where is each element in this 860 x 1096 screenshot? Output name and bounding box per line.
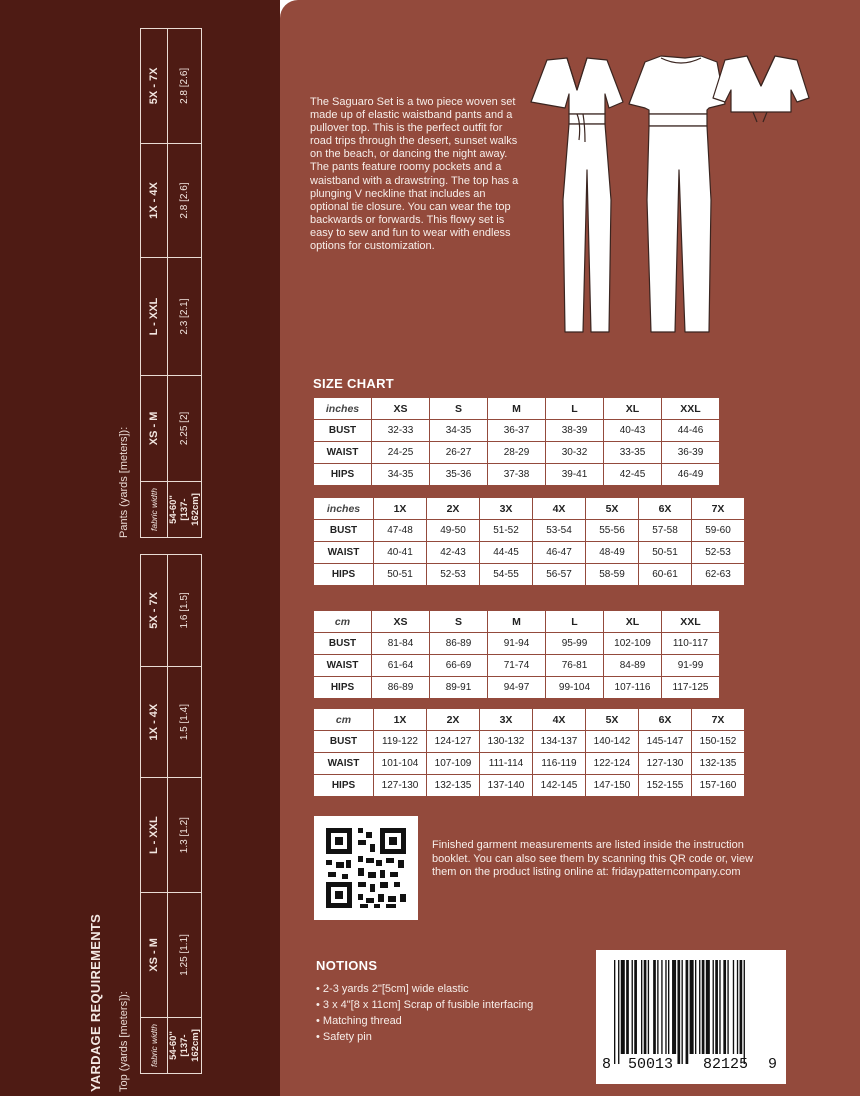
yardage-value-cell: 1.25 [1.1]: [168, 892, 202, 1017]
measurement-cell: 91-94: [488, 633, 546, 655]
measurement-cell: 142-145: [533, 775, 586, 797]
yardage-value-cell: 1.3 [1.2]: [168, 778, 202, 892]
measurement-cell: 34-35: [430, 420, 488, 442]
pattern-description: The Saguaro Set is a two piece woven set made up of elastic waistband pants and a pullover top. This is the perfect outfit for road trips through the desert, sunset walks on the beach, or dancing the night away. The pants feature roomy pockets and a waistband with a drawstring. The top has a plunging V neckline that includes an optional tie closure. You can wear the top backwards or forwards. This flowy set is easy to sew and fun to wear with endless options for customization.: [310, 96, 519, 253]
measurement-cell: 59-60: [692, 520, 745, 542]
top-yardage-header-row: [141, 555, 168, 1074]
measurement-label: WAIST: [314, 753, 374, 775]
barcode-bar: [682, 960, 683, 1064]
barcode-bar: [740, 960, 743, 1054]
measurement-row: [314, 520, 745, 542]
notion-item: • Matching thread: [316, 1013, 533, 1029]
size-chart-title: SIZE CHART: [313, 376, 394, 391]
top-yardage-table: [140, 554, 202, 1074]
measurement-row: [314, 564, 745, 586]
size-header-cell: 3X: [480, 498, 533, 520]
measurement-label: WAIST: [314, 542, 374, 564]
measurement-label: HIPS: [314, 464, 372, 486]
barcode-bar: [634, 960, 637, 1054]
measurement-cell: 107-116: [604, 677, 662, 699]
measurement-cell: 81-84: [372, 633, 430, 655]
measurement-cell: 52-53: [692, 542, 745, 564]
measurement-cell: 26-27: [430, 442, 488, 464]
barcode-bar: [686, 960, 689, 1064]
yardage-value-cell: 2.8 [2.6]: [168, 143, 202, 258]
measurement-cell: 94-97: [488, 677, 546, 699]
measurement-cell: 86-89: [372, 677, 430, 699]
size-header-cell: S: [430, 611, 488, 633]
unit-label: inches: [314, 498, 374, 520]
unit-label: cm: [314, 611, 372, 633]
measurement-cell: 40-41: [374, 542, 427, 564]
size-chart-table-cm-plus: [313, 708, 745, 797]
measurement-cell: 35-36: [430, 464, 488, 486]
barcode-bar: [713, 960, 714, 1054]
size-header-cell: 2X: [427, 498, 480, 520]
size-header-cell: S: [430, 398, 488, 420]
measurement-row: [314, 731, 745, 753]
measurement-cell: 132-135: [692, 753, 745, 775]
measurement-cell: 95-99: [546, 633, 604, 655]
barcode-bar: [644, 960, 647, 1054]
fabric-width-label: fabric width: [141, 1018, 168, 1074]
measurement-label: BUST: [314, 633, 372, 655]
measurement-cell: 34-35: [372, 464, 430, 486]
measurement-label: HIPS: [314, 564, 374, 586]
measurement-cell: 50-51: [639, 542, 692, 564]
fabric-width-label: fabric width: [141, 482, 168, 538]
measurement-cell: 152-155: [639, 775, 692, 797]
pants-yardage-table: [140, 28, 202, 538]
pants-yardage-header-row: [141, 29, 168, 538]
measurement-cell: 124-127: [427, 731, 480, 753]
size-header-cell: L: [546, 398, 604, 420]
barcode: [596, 950, 786, 1084]
measurement-label: HIPS: [314, 677, 372, 699]
measurement-label: HIPS: [314, 775, 374, 797]
measurement-cell: 119-122: [374, 731, 427, 753]
barcode-bar: [668, 960, 669, 1054]
measurement-row: [314, 655, 720, 677]
barcode-digit-first: 8: [602, 1056, 612, 1073]
notion-item: • 3 x 4"[8 x 11cm] Scrap of fusible interfacing: [316, 997, 533, 1013]
size-header-cell: 7X: [692, 709, 745, 731]
yardage-value-cell: 2.3 [2.1]: [168, 258, 202, 375]
measurement-cell: 127-130: [374, 775, 427, 797]
measurement-label: WAIST: [314, 442, 372, 464]
measurement-cell: 140-142: [586, 731, 639, 753]
measurement-cell: 66-69: [430, 655, 488, 677]
barcode-bar: [626, 960, 629, 1054]
measurement-cell: 24-25: [372, 442, 430, 464]
measurement-row: [314, 542, 745, 564]
barcode-bar: [661, 960, 662, 1054]
size-header-cell: 4X: [533, 498, 586, 520]
barcode-group-left: 50013: [628, 1056, 674, 1073]
measurement-cell: 117-125: [662, 677, 720, 699]
measurement-cell: 116-119: [533, 753, 586, 775]
size-header-cell: M: [488, 611, 546, 633]
barcode-bar: [677, 960, 680, 1064]
barcode-bar: [641, 960, 642, 1054]
barcode-bar: [653, 960, 656, 1054]
barcode-bar: [723, 960, 726, 1054]
measurement-label: WAIST: [314, 655, 372, 677]
measurement-cell: 36-37: [488, 420, 546, 442]
measurement-cell: 38-39: [546, 420, 604, 442]
barcode-bar: [632, 960, 633, 1054]
yardage-value-cell: 1.5 [1.4]: [168, 666, 202, 778]
measurement-cell: 46-47: [533, 542, 586, 564]
yardage-rotated-content: [0, 0, 280, 1096]
size-header-cell: 7X: [692, 498, 745, 520]
size-cell: 5X - 7X: [141, 555, 168, 667]
measurement-row: [314, 420, 720, 442]
size-header-row: [314, 498, 745, 520]
measurement-cell: 53-54: [533, 520, 586, 542]
size-header-cell: XL: [604, 398, 662, 420]
barcode-bar: [648, 960, 649, 1054]
measurement-cell: 44-45: [480, 542, 533, 564]
measurement-cell: 36-39: [662, 442, 720, 464]
measurement-cell: 84-89: [604, 655, 662, 677]
notions-list: [316, 981, 533, 1045]
measurement-cell: 107-109: [427, 753, 480, 775]
measurement-cell: 52-53: [427, 564, 480, 586]
size-cell: XS - M: [141, 892, 168, 1017]
barcode-bar: [737, 960, 738, 1054]
barcode-bar: [665, 960, 666, 1054]
size-header-cell: 6X: [639, 709, 692, 731]
measurement-row: [314, 633, 720, 655]
barcode-bar: [695, 960, 696, 1054]
measurement-cell: 111-114: [480, 753, 533, 775]
measurement-cell: 99-104: [546, 677, 604, 699]
barcode-bar: [690, 960, 694, 1054]
measurement-cell: 48-49: [586, 542, 639, 564]
barcode-bar: [614, 960, 615, 1064]
measurement-cell: 122-124: [586, 753, 639, 775]
barcode-bar: [657, 960, 658, 1054]
size-header-cell: XL: [604, 611, 662, 633]
barcode-bar: [744, 960, 745, 1064]
notions-title: NOTIONS: [316, 958, 378, 973]
barcode-bar: [618, 960, 619, 1064]
size-header-cell: XXL: [662, 398, 720, 420]
size-header-cell: M: [488, 398, 546, 420]
size-header-cell: 3X: [480, 709, 533, 731]
yardage-title: YARDAGE REQUIREMENTS: [88, 913, 103, 1092]
fabric-width-value: 54-60" [137-162cm]: [168, 1018, 202, 1074]
measurement-cell: 60-61: [639, 564, 692, 586]
size-header-cell: 2X: [427, 709, 480, 731]
measurement-cell: 101-104: [374, 753, 427, 775]
size-header-cell: 5X: [586, 498, 639, 520]
barcode-bar: [699, 960, 700, 1054]
measurement-cell: 33-35: [604, 442, 662, 464]
measurement-cell: 46-49: [662, 464, 720, 486]
measurement-cell: 145-147: [639, 731, 692, 753]
barcode-bar: [733, 960, 734, 1054]
size-header-cell: 5X: [586, 709, 639, 731]
size-header-cell: 1X: [374, 498, 427, 520]
measurement-cell: 132-135: [427, 775, 480, 797]
measurement-cell: 49-50: [427, 520, 480, 542]
measurement-cell: 58-59: [586, 564, 639, 586]
barcode-number: [596, 1056, 786, 1078]
qr-code-note: Finished garment measurements are listed inside the instruction booklet. You can also see them by scanning this QR code or, view them on the product listing online at: fridaypatterncompany.com: [432, 839, 754, 879]
measurement-row: [314, 677, 720, 699]
measurement-row: [314, 464, 720, 486]
measurement-label: BUST: [314, 520, 374, 542]
barcode-bar: [727, 960, 728, 1054]
size-header-cell: L: [546, 611, 604, 633]
top-yardage-label: Top (yards [meters]):: [118, 991, 130, 1092]
measurement-cell: 30-32: [546, 442, 604, 464]
unit-label: cm: [314, 709, 374, 731]
garment-illustration-icon: [525, 50, 815, 345]
barcode-group-right: 82125: [703, 1056, 749, 1073]
measurement-cell: 37-38: [488, 464, 546, 486]
size-header-cell: XXL: [662, 611, 720, 633]
size-cell: 1X - 4X: [141, 143, 168, 258]
size-header-cell: 6X: [639, 498, 692, 520]
measurement-row: [314, 775, 745, 797]
size-chart-table-inches-plus: [313, 497, 745, 586]
size-cell: L - XXL: [141, 258, 168, 375]
measurement-cell: 47-48: [374, 520, 427, 542]
size-chart-table-cm-standard: [313, 610, 720, 699]
yardage-panel: [0, 0, 280, 1096]
measurement-label: BUST: [314, 731, 374, 753]
measurement-cell: 28-29: [488, 442, 546, 464]
barcode-bar: [702, 960, 705, 1054]
measurement-cell: 147-150: [586, 775, 639, 797]
barcode-bar: [706, 960, 710, 1054]
measurement-cell: 57-58: [639, 520, 692, 542]
measurement-cell: 39-41: [546, 464, 604, 486]
measurement-cell: 89-91: [430, 677, 488, 699]
measurement-cell: 42-45: [604, 464, 662, 486]
barcode-bar: [621, 960, 625, 1054]
measurement-cell: 50-51: [374, 564, 427, 586]
notion-item: • 2-3 yards 2"[5cm] wide elastic: [316, 981, 533, 997]
size-header-row: [314, 398, 720, 420]
measurement-cell: 55-56: [586, 520, 639, 542]
yardage-value-cell: 1.6 [1.5]: [168, 555, 202, 667]
size-header-cell: 4X: [533, 709, 586, 731]
barcode-bar: [719, 960, 720, 1054]
yardage-value-cell: 2.8 [2.6]: [168, 29, 202, 144]
size-header-cell: 1X: [374, 709, 427, 731]
fabric-width-value: 54-60" [137-162cm]: [168, 482, 202, 538]
yardage-value-cell: 2.25 [2]: [168, 375, 202, 481]
size-header-cell: XS: [372, 611, 430, 633]
measurement-cell: 157-160: [692, 775, 745, 797]
size-cell: L - XXL: [141, 778, 168, 892]
unit-label: inches: [314, 398, 372, 420]
pants-yardage-value-row: [168, 29, 202, 538]
measurement-cell: 54-55: [480, 564, 533, 586]
barcode-digit-last: 9: [768, 1056, 778, 1073]
measurement-cell: 56-57: [533, 564, 586, 586]
measurement-cell: 150-152: [692, 731, 745, 753]
size-cell: XS - M: [141, 375, 168, 481]
size-header-cell: XS: [372, 398, 430, 420]
measurement-cell: 137-140: [480, 775, 533, 797]
measurement-cell: 32-33: [372, 420, 430, 442]
size-header-row: [314, 709, 745, 731]
size-cell: 5X - 7X: [141, 29, 168, 144]
measurement-label: BUST: [314, 420, 372, 442]
measurement-cell: 71-74: [488, 655, 546, 677]
barcode-bar: [715, 960, 718, 1054]
pants-yardage-label: Pants (yards [meters]):: [118, 426, 130, 538]
measurement-cell: 76-81: [546, 655, 604, 677]
measurement-cell: 102-109: [604, 633, 662, 655]
qr-code-graphic: [314, 816, 418, 920]
size-cell: 1X - 4X: [141, 666, 168, 778]
barcode-bar: [672, 960, 676, 1054]
measurement-row: [314, 753, 745, 775]
measurement-cell: 86-89: [430, 633, 488, 655]
measurement-cell: 44-46: [662, 420, 720, 442]
top-yardage-value-row: [168, 555, 202, 1074]
measurement-cell: 42-43: [427, 542, 480, 564]
measurement-cell: 127-130: [639, 753, 692, 775]
measurement-cell: 110-117: [662, 633, 720, 655]
measurement-cell: 130-132: [480, 731, 533, 753]
qr-code-icon[interactable]: [314, 816, 418, 920]
size-chart-table-inches-standard: [313, 397, 720, 486]
measurement-cell: 61-64: [372, 655, 430, 677]
size-header-row: [314, 611, 720, 633]
measurement-cell: 134-137: [533, 731, 586, 753]
notion-item: • Safety pin: [316, 1029, 533, 1045]
measurement-row: [314, 442, 720, 464]
measurement-cell: 91-99: [662, 655, 720, 677]
measurement-cell: 51-52: [480, 520, 533, 542]
measurement-cell: 62-63: [692, 564, 745, 586]
measurement-cell: 40-43: [604, 420, 662, 442]
